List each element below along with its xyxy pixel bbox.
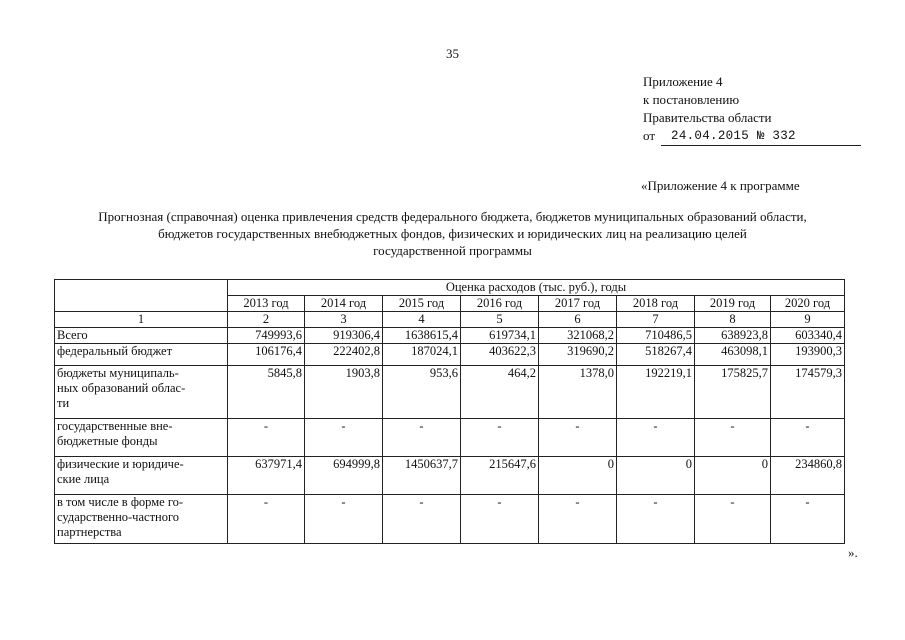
page-number: 35: [446, 46, 459, 61]
table-body: [55, 280, 845, 544]
year-header: 2013 год: [228, 296, 305, 312]
value-cell: 321068,2: [539, 328, 617, 344]
row-label: [55, 495, 228, 544]
value-cell: 0: [617, 457, 695, 495]
column-number: 8: [695, 312, 771, 328]
value-cell: 0: [539, 457, 617, 495]
row-label: [55, 457, 228, 495]
table-row: [55, 344, 845, 366]
column-number-row: [55, 312, 845, 328]
column-number: 7: [617, 312, 695, 328]
group-header-row: [55, 280, 845, 296]
value-cell: -: [539, 419, 617, 457]
value-cell: 222402,8: [305, 344, 383, 366]
value-cell: -: [461, 419, 539, 457]
appendix-line-3: Правительства области: [643, 110, 772, 125]
value-cell: -: [383, 495, 461, 544]
row-label-line: партнерства: [57, 525, 122, 539]
table-row: [55, 419, 845, 457]
column-number: 2: [228, 312, 305, 328]
row-label-line: физические и юридиче-: [57, 457, 184, 471]
closing-quote: ».: [848, 545, 858, 560]
column-number: 4: [383, 312, 461, 328]
column-number: 9: [771, 312, 845, 328]
budget-table: [54, 279, 845, 544]
value-cell: 637971,4: [228, 457, 305, 495]
value-cell: -: [461, 495, 539, 544]
value-cell: -: [695, 419, 771, 457]
value-cell: 710486,5: [617, 328, 695, 344]
table-row: [55, 495, 845, 544]
appendix-date-line: [643, 127, 861, 146]
column-number: 1: [55, 312, 228, 328]
value-cell: 749993,6: [228, 328, 305, 344]
value-cell: -: [305, 495, 383, 544]
value-cell: -: [305, 419, 383, 457]
title-line-2: бюджетов государственных внебюджетных фондов, физических и юридических лиц на реализацию целей: [158, 226, 747, 241]
table-row: [55, 366, 845, 419]
column-number: 6: [539, 312, 617, 328]
year-header: 2020 год: [771, 296, 845, 312]
table-row: [55, 328, 845, 344]
value-cell: -: [771, 419, 845, 457]
value-cell: 403622,3: [461, 344, 539, 366]
value-cell: 638923,8: [695, 328, 771, 344]
row-label-line: государственные вне-: [57, 419, 173, 433]
value-cell: 919306,4: [305, 328, 383, 344]
row-label-line: бюджеты муниципаль-: [57, 366, 179, 380]
row-label-line: федеральный бюджет: [57, 344, 173, 358]
row-label-line: ти: [57, 396, 70, 410]
value-cell: 603340,4: [771, 328, 845, 344]
title-line-1: Прогнозная (справочная) оценка привлечения средств федерального бюджета, бюджетов муниципальных образований области,: [98, 209, 807, 224]
year-header: 2015 год: [383, 296, 461, 312]
value-cell: 215647,6: [461, 457, 539, 495]
value-cell: -: [617, 419, 695, 457]
value-cell: 187024,1: [383, 344, 461, 366]
group-header-cell: Оценка расходов (тыс. руб.), годы: [228, 280, 845, 296]
header-blank-cell: [55, 280, 228, 312]
value-cell: 518267,4: [617, 344, 695, 366]
year-header: 2018 год: [617, 296, 695, 312]
row-label: [55, 328, 228, 344]
value-cell: 193900,3: [771, 344, 845, 366]
appendix-line-1: Приложение 4: [643, 74, 723, 89]
row-label-line: сударственно-частного: [57, 510, 180, 524]
value-cell: 192219,1: [617, 366, 695, 419]
value-cell: -: [695, 495, 771, 544]
value-cell: 5845,8: [228, 366, 305, 419]
value-cell: 1638615,4: [383, 328, 461, 344]
column-number: 5: [461, 312, 539, 328]
value-cell: -: [228, 419, 305, 457]
year-header: 2016 год: [461, 296, 539, 312]
value-cell: -: [771, 495, 845, 544]
document-title: [30, 208, 875, 259]
value-cell: 106176,4: [228, 344, 305, 366]
appendix-line-2: к постановлению: [643, 92, 740, 107]
row-label-line: ных образований облас-: [57, 381, 186, 395]
year-header: 2017 год: [539, 296, 617, 312]
value-cell: 619734,1: [461, 328, 539, 344]
year-header: 2019 год: [695, 296, 771, 312]
title-line-3: государственной программы: [373, 243, 532, 258]
value-cell: 174579,3: [771, 366, 845, 419]
row-label-line: в том числе в форме го-: [57, 495, 184, 509]
value-cell: 694999,8: [305, 457, 383, 495]
row-label-line: бюджетные фонды: [57, 434, 158, 448]
value-cell: 175825,7: [695, 366, 771, 419]
value-cell: 464,2: [461, 366, 539, 419]
program-reference: «Приложение 4 к программе: [641, 178, 800, 193]
value-cell: -: [539, 495, 617, 544]
row-label-line: ские лица: [57, 472, 110, 486]
row-label: [55, 344, 228, 366]
appendix-date-prefix: от: [643, 128, 656, 143]
value-cell: 463098,1: [695, 344, 771, 366]
year-header: 2014 год: [305, 296, 383, 312]
value-cell: -: [228, 495, 305, 544]
column-number: 3: [305, 312, 383, 328]
value-cell: -: [617, 495, 695, 544]
value-cell: -: [383, 419, 461, 457]
row-label-line: Всего: [57, 328, 88, 342]
table-row: [55, 457, 845, 495]
row-label: [55, 366, 228, 419]
row-label: [55, 419, 228, 457]
value-cell: 1450637,7: [383, 457, 461, 495]
appendix-block: [643, 73, 861, 146]
value-cell: 953,6: [383, 366, 461, 419]
appendix-date-value: 24.04.2015 № 332: [661, 127, 861, 146]
value-cell: 0: [695, 457, 771, 495]
value-cell: 1378,0: [539, 366, 617, 419]
value-cell: 234860,8: [771, 457, 845, 495]
value-cell: 1903,8: [305, 366, 383, 419]
value-cell: 319690,2: [539, 344, 617, 366]
